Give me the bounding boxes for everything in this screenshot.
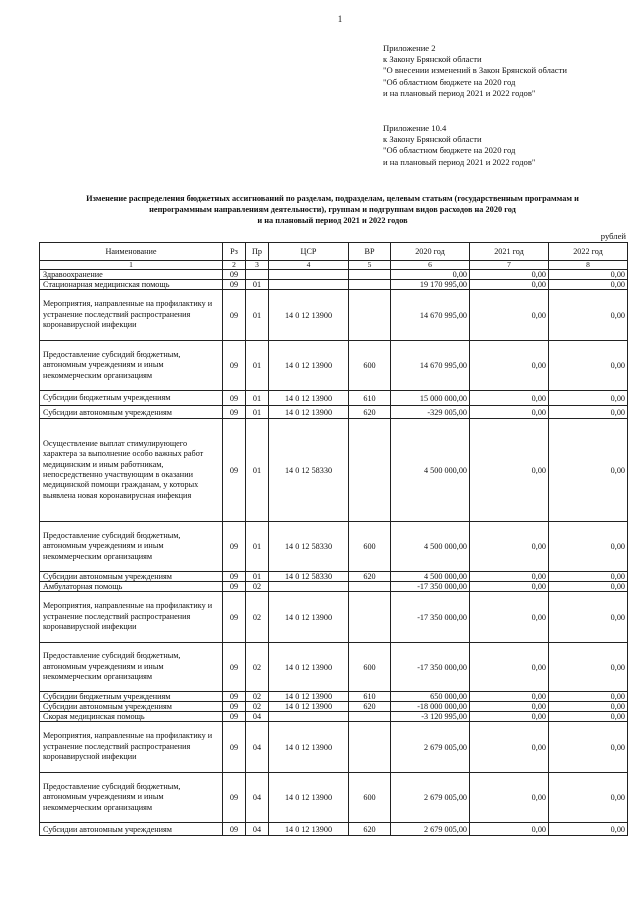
appendix-line: Приложение 10.4 [383,123,447,133]
row-amount-2020: 14 670 995,00 [391,341,470,391]
row-pr: 01 [246,290,269,341]
row-pr: 04 [246,773,269,823]
row-amount-2021: 0,00 [470,406,549,419]
row-amount-2021: 0,00 [470,419,549,522]
row-amount-2020: 4 500 000,00 [391,522,470,572]
row-csr [269,582,349,592]
row-amount-2022: 0,00 [549,592,628,643]
row-rz: 09 [223,406,246,419]
appendix-line: "Об областном бюджете на 2020 год [383,76,516,87]
table-row [40,341,628,391]
col-header-2020: 2020 год [391,243,470,261]
row-amount-2020: -17 350 000,00 [391,582,470,592]
row-vr: 600 [349,522,391,572]
row-name: Субсидии автономным учреждениям [40,572,223,582]
table-row [40,270,628,280]
row-amount-2020: 2 679 005,00 [391,773,470,823]
row-pr: 01 [246,391,269,406]
row-vr: 600 [349,773,391,823]
col-header-2021: 2021 год [470,243,549,261]
table-row [40,522,628,572]
row-pr: 02 [246,643,269,692]
row-amount-2021: 0,00 [470,572,549,582]
row-csr: 14 0 12 13900 [269,773,349,823]
page-number: 1 [337,14,343,24]
appendix-line: Приложение 2 [383,43,436,53]
row-amount-2022: 0,00 [549,406,628,419]
budget-table [39,242,628,836]
col-header-vr: ВР [349,243,391,261]
row-vr [349,419,391,522]
row-name: Здравоохранение [40,270,223,280]
row-rz: 09 [223,341,246,391]
row-rz: 09 [223,722,246,773]
row-vr [349,280,391,290]
row-pr: 01 [246,419,269,522]
row-rz: 09 [223,712,246,722]
row-amount-2020: 4 500 000,00 [391,419,470,522]
row-pr: 04 [246,712,269,722]
col-header-rz: Рз [223,243,246,261]
row-rz: 09 [223,419,246,522]
row-amount-2020: 15 000 000,00 [391,391,470,406]
table-row [40,823,628,836]
row-pr: 01 [246,572,269,582]
row-amount-2020: 19 170 995,00 [391,280,470,290]
row-name: Стационарная медицинская помощь [40,280,223,290]
row-name: Субсидии бюджетным учреждениям [40,391,223,406]
row-pr: 01 [246,280,269,290]
row-csr: 14 0 12 13900 [269,643,349,692]
row-name: Субсидии автономным учреждениям [40,406,223,419]
table-row [40,592,628,643]
col-header-csr: ЦСР [269,243,349,261]
row-amount-2022: 0,00 [549,582,628,592]
row-name: Амбулаторная помощь [40,582,223,592]
column-number: 3 [246,261,269,270]
appendix-line: "Об областном бюджете на 2020 год [383,145,516,156]
row-name: Субсидии автономным учреждениям [40,823,223,836]
row-amount-2021: 0,00 [470,712,549,722]
row-csr: 14 0 12 13900 [269,823,349,836]
row-amount-2020: -17 350 000,00 [391,592,470,643]
row-pr: 04 [246,722,269,773]
col-header-pr: Пр [246,243,269,261]
row-vr: 610 [349,692,391,702]
row-name: Мероприятия, направленные на профилактику и устранение последствий распространения коронавирусной инфекции [40,592,223,643]
row-amount-2020: -17 350 000,00 [391,643,470,692]
col-header-name: Наименование [40,243,223,261]
row-amount-2021: 0,00 [470,823,549,836]
row-vr: 620 [349,406,391,419]
row-rz: 09 [223,823,246,836]
row-vr: 620 [349,823,391,836]
row-name: Субсидии бюджетным учреждениям [40,692,223,702]
title-line: Изменение распределения бюджетных ассигнований по разделам, подразделам, целевым статьям (государственным программам и [86,194,579,203]
table-row [40,692,628,702]
table-row [40,702,628,712]
row-pr: 04 [246,823,269,836]
row-csr: 14 0 12 13900 [269,341,349,391]
appendix-2-header [383,43,567,99]
row-name: Предоставление субсидий бюджетным, автономным учреждениям и иным некоммерческим организациям [40,522,223,572]
row-amount-2021: 0,00 [470,582,549,592]
row-pr: 01 [246,406,269,419]
row-amount-2022: 0,00 [549,290,628,341]
row-name: Скорая медицинская помощь [40,712,223,722]
row-amount-2020: 0,00 [391,270,470,280]
row-amount-2021: 0,00 [470,290,549,341]
title-line: непрограммным направлениям деятельности), группам и подгруппам видов расходов на 2020 год [149,205,516,214]
row-name: Предоставление субсидий бюджетным, автономным учреждениям и иным некоммерческим организациям [40,643,223,692]
row-amount-2021: 0,00 [470,341,549,391]
units-label: рублей [600,231,626,241]
column-number: 4 [269,261,349,270]
row-amount-2021: 0,00 [470,270,549,280]
document-title [30,193,635,226]
row-amount-2020: 14 670 995,00 [391,290,470,341]
row-rz: 09 [223,572,246,582]
appendix-line: и на плановый период 2021 и 2022 годов" [383,87,536,98]
row-csr: 14 0 12 58330 [269,419,349,522]
row-amount-2022: 0,00 [549,722,628,773]
column-number: 7 [470,261,549,270]
row-rz: 09 [223,643,246,692]
row-pr: 01 [246,522,269,572]
row-csr: 14 0 12 13900 [269,692,349,702]
row-amount-2020: -329 005,00 [391,406,470,419]
row-amount-2022: 0,00 [549,702,628,712]
row-pr: 01 [246,341,269,391]
row-name: Предоставление субсидий бюджетным, автономным учреждениям и иным некоммерческим организациям [40,773,223,823]
row-amount-2021: 0,00 [470,391,549,406]
column-number-row [40,261,628,270]
row-csr [269,712,349,722]
row-csr: 14 0 12 13900 [269,391,349,406]
table-row [40,406,628,419]
row-pr: 02 [246,592,269,643]
row-vr [349,592,391,643]
row-amount-2021: 0,00 [470,592,549,643]
row-rz: 09 [223,270,246,280]
row-name: Субсидии автономным учреждениям [40,702,223,712]
row-amount-2022: 0,00 [549,391,628,406]
row-rz: 09 [223,290,246,341]
row-rz: 09 [223,582,246,592]
row-csr [269,270,349,280]
column-number: 5 [349,261,391,270]
row-amount-2022: 0,00 [549,692,628,702]
table-row [40,572,628,582]
row-rz: 09 [223,280,246,290]
column-number: 8 [549,261,628,270]
appendix-10-4-header [383,123,535,168]
row-amount-2022: 0,00 [549,280,628,290]
row-csr: 14 0 12 13900 [269,290,349,341]
row-amount-2020: 4 500 000,00 [391,572,470,582]
table-row [40,419,628,522]
row-vr: 600 [349,341,391,391]
row-csr: 14 0 12 58330 [269,572,349,582]
column-number: 1 [40,261,223,270]
row-amount-2022: 0,00 [549,773,628,823]
appendix-line: и на плановый период 2021 и 2022 годов" [383,156,536,167]
row-vr [349,722,391,773]
row-vr: 610 [349,391,391,406]
row-amount-2022: 0,00 [549,643,628,692]
row-amount-2022: 0,00 [549,572,628,582]
row-name: Осуществление выплат стимулирующего характера за выполнение особо важных работ медицинским и иным работникам, непосредственно участвующим в оказании медицинской помощи гражданам, у которых выявлена новая коронавирусная инфекция [40,419,223,522]
row-name: Мероприятия, направленные на профилактику и устранение последствий распространения коронавирусной инфекции [40,290,223,341]
row-name: Мероприятия, направленные на профилактику и устранение последствий распространения коронавирусной инфекции [40,722,223,773]
appendix-line: к Закону Брянской области [383,54,482,65]
row-vr: 600 [349,643,391,692]
row-amount-2021: 0,00 [470,280,549,290]
row-rz: 09 [223,773,246,823]
row-amount-2022: 0,00 [549,270,628,280]
row-amount-2022: 0,00 [549,341,628,391]
row-name: Предоставление субсидий бюджетным, автономным учреждениям и иным некоммерческим организациям [40,341,223,391]
row-pr: 02 [246,702,269,712]
row-pr: 02 [246,582,269,592]
row-amount-2020: -18 000 000,00 [391,702,470,712]
table-row [40,290,628,341]
row-rz: 09 [223,702,246,712]
row-vr [349,290,391,341]
row-amount-2021: 0,00 [470,773,549,823]
row-rz: 09 [223,592,246,643]
row-csr: 14 0 12 13900 [269,592,349,643]
table-row [40,280,628,290]
row-amount-2022: 0,00 [549,712,628,722]
row-pr: 02 [246,692,269,702]
table-row [40,643,628,692]
row-pr [246,270,269,280]
column-number: 6 [391,261,470,270]
row-csr: 14 0 12 13900 [269,406,349,419]
row-amount-2021: 0,00 [470,722,549,773]
row-vr [349,582,391,592]
column-number: 2 [223,261,246,270]
row-amount-2022: 0,00 [549,823,628,836]
row-amount-2020: -3 120 995,00 [391,712,470,722]
row-amount-2022: 0,00 [549,522,628,572]
title-line: и на плановый период 2021 и 2022 годов [257,216,408,225]
row-amount-2020: 650 000,00 [391,692,470,702]
row-csr: 14 0 12 13900 [269,722,349,773]
row-rz: 09 [223,692,246,702]
appendix-line: "О внесении изменений в Закон Брянской области [383,65,567,76]
row-csr [269,280,349,290]
col-header-2022: 2022 год [549,243,628,261]
row-vr [349,712,391,722]
row-vr: 620 [349,702,391,712]
row-csr: 14 0 12 58330 [269,522,349,572]
row-amount-2021: 0,00 [470,522,549,572]
row-rz: 09 [223,522,246,572]
table-row [40,582,628,592]
row-amount-2021: 0,00 [470,692,549,702]
row-amount-2022: 0,00 [549,419,628,522]
row-amount-2021: 0,00 [470,643,549,692]
row-amount-2021: 0,00 [470,702,549,712]
row-vr [349,270,391,280]
row-amount-2020: 2 679 005,00 [391,722,470,773]
row-rz: 09 [223,391,246,406]
table-header-row [40,243,628,261]
row-vr: 620 [349,572,391,582]
table-row [40,722,628,773]
appendix-line: к Закону Брянской области [383,134,482,145]
row-csr: 14 0 12 13900 [269,702,349,712]
table-row [40,391,628,406]
table-row [40,773,628,823]
row-amount-2020: 2 679 005,00 [391,823,470,836]
table-row [40,712,628,722]
